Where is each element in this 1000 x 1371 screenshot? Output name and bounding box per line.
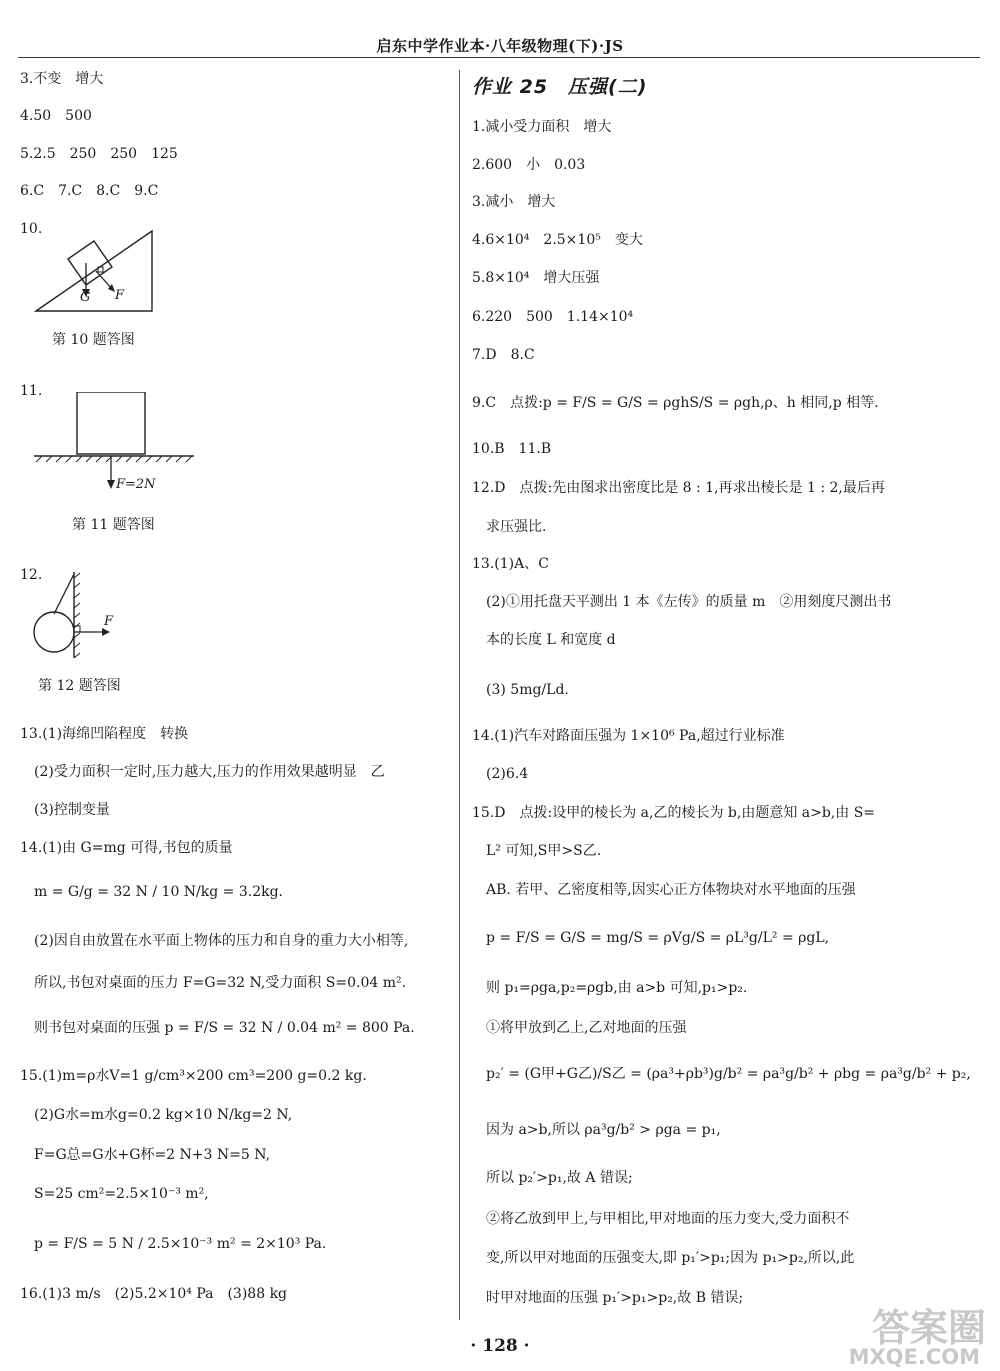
answer-line: 13.(1)A、C bbox=[472, 556, 549, 572]
answer-line: 求压强比. bbox=[486, 519, 547, 535]
answer-line: 12. bbox=[20, 567, 43, 583]
answer-line: 6.220 500 1.14×10⁴ bbox=[472, 309, 634, 325]
figure-12-ball bbox=[30, 570, 140, 665]
figure-11-label-f: F=2N bbox=[116, 477, 156, 492]
formula-line: p₂′ = (G甲+G乙)/S乙 = (ρa³+ρb³)g/b² = ρa³g/b² + ρbg = ρa³g/b² + p₂, bbox=[486, 1066, 971, 1082]
answer-line: 13.(1)海绵凹陷程度 转换 bbox=[20, 726, 189, 742]
answer-line: 10.B 11.B bbox=[472, 441, 552, 457]
answer-line: 则 p₁=ρga,p₂=ρgb,由 a>b 可知,p₁>p₂. bbox=[486, 980, 748, 996]
formula-line: 因为 a>b,所以 ρa³g/b² > ρga = p₁, bbox=[486, 1122, 721, 1138]
answer-line: 7.D 8.C bbox=[472, 347, 535, 363]
answer-line: 所以 p₂′>p₁,故 A 错误; bbox=[486, 1170, 633, 1186]
watermark-logo: 答案圈 bbox=[871, 1306, 986, 1350]
answer-line: 4.6×10⁴ 2.5×10⁵ 变大 bbox=[472, 232, 643, 248]
answer-line: 2.600 小 0.03 bbox=[472, 157, 586, 173]
answer-line: L² 可知,S甲>S乙. bbox=[486, 843, 602, 859]
answer-line: (2)受力面积一定时,压力越大,压力的作用效果越明显 乙 bbox=[34, 764, 385, 780]
figure-12-label-f: F bbox=[104, 614, 114, 629]
formula-line: m = G/g = 32 N / 10 N/kg = 3.2kg. bbox=[34, 884, 283, 900]
page-number: · 128 · bbox=[470, 1336, 530, 1356]
answer-line: (2)6.4 bbox=[486, 766, 529, 782]
section-title: 作业 25 压强(二) bbox=[472, 76, 648, 98]
figure-10-label-f: F bbox=[115, 288, 125, 303]
answer-line: 5.2.5 250 250 125 bbox=[20, 146, 178, 162]
figure-10-caption: 第 10 题答图 bbox=[52, 332, 135, 348]
figure-11-caption: 第 11 题答图 bbox=[72, 517, 155, 533]
watermark-url: MXQE.COM bbox=[848, 1345, 980, 1369]
answer-line: ②将乙放到甲上,与甲相比,甲对地面的压力变大,受力面积不 bbox=[486, 1211, 850, 1227]
answer-line: 15.(1)m=ρ水V=1 g/cm³×200 cm³=200 g=0.2 kg. bbox=[20, 1068, 367, 1084]
header-title: 启东中学作业本·八年级物理(下)·JS bbox=[376, 37, 624, 55]
answer-line: AB. 若甲、乙密度相等,因实心正方体物块对水平地面的压强 bbox=[486, 882, 856, 898]
answer-line: 14.(1)由 G=mg 可得,书包的质量 bbox=[20, 840, 233, 856]
figure-10-incline bbox=[30, 225, 170, 320]
formula-line: p = F/S = G/S = mg/S = ρVg/S = ρL³g/L² = ρgL, bbox=[486, 930, 830, 946]
answer-line: 16.(1)3 m/s (2)5.2×10⁴ Pa (3)88 kg bbox=[20, 1286, 288, 1302]
answer-line: 4.50 500 bbox=[20, 108, 92, 124]
answer-line: 变,所以甲对地面的压强变大,即 p₁′>p₁;因为 p₁>p₂,所以,此 bbox=[486, 1250, 855, 1266]
header-rule bbox=[18, 57, 980, 58]
answer-line: (2)①用托盘天平测出 1 本《左传》的质量 m ②用刻度尺测出书 bbox=[486, 594, 892, 610]
answer-line: 5.8×10⁴ 增大压强 bbox=[472, 270, 600, 286]
answer-line: 15.D 点拨:设甲的棱长为 a,乙的棱长为 b,由题意知 a>b,由 S= bbox=[472, 805, 876, 821]
answer-line: 6.C 7.C 8.C 9.C bbox=[20, 183, 159, 199]
formula-line: 9.C 点拨:p = F/S = G/S = ρghS/S = ρgh,ρ、h 相同,p 相等. bbox=[472, 395, 879, 411]
answer-line: (3)控制变量 bbox=[34, 802, 110, 818]
answer-line: 1.减小受力面积 增大 bbox=[472, 119, 612, 135]
answer-line: 11. bbox=[20, 383, 43, 399]
answer-line: (2)因自由放置在水平面上物体的压力和自身的重力大小相等, bbox=[34, 933, 409, 949]
answer-line: F=G总=G水+G杯=2 N+3 N=5 N, bbox=[34, 1147, 271, 1163]
formula-line: 则书包对桌面的压强 p = F/S = 32 N / 0.04 m² = 800 Pa. bbox=[34, 1020, 415, 1036]
answer-line: 时甲对地面的压强 p₁′>p₁>p₂,故 B 错误; bbox=[486, 1290, 744, 1306]
answer-line: S=25 cm²=2.5×10⁻³ m², bbox=[34, 1186, 209, 1202]
figure-12-caption: 第 12 题答图 bbox=[38, 678, 121, 694]
answer-line: ①将甲放到乙上,乙对地面的压强 bbox=[486, 1020, 687, 1036]
answer-line: 10. bbox=[20, 221, 43, 237]
answer-line: 3.减小 增大 bbox=[472, 194, 556, 210]
formula-line: (3) 5mg/Ld. bbox=[486, 682, 569, 698]
answer-line: (2)G水=m水g=0.2 kg×10 N/kg=2 N, bbox=[34, 1107, 293, 1123]
answer-line: 14.(1)汽车对路面压强为 1×10⁶ Pa,超过行业标准 bbox=[472, 728, 785, 744]
answer-line: 所以,书包对桌面的压力 F=G=32 N,受力面积 S=0.04 m². bbox=[34, 975, 407, 991]
column-divider bbox=[459, 70, 460, 1320]
answer-line: 12.D 点拨:先由图求出密度比是 8 : 1,再求出棱长是 1 : 2,最后再 bbox=[472, 480, 885, 496]
formula-line: p = F/S = 5 N / 2.5×10⁻³ m² = 2×10³ Pa. bbox=[34, 1236, 327, 1252]
answer-line: 本的长度 L 和宽度 d bbox=[486, 632, 616, 648]
answer-line: 3.不变 增大 bbox=[20, 71, 104, 87]
figure-10-label-g: G bbox=[80, 290, 91, 305]
